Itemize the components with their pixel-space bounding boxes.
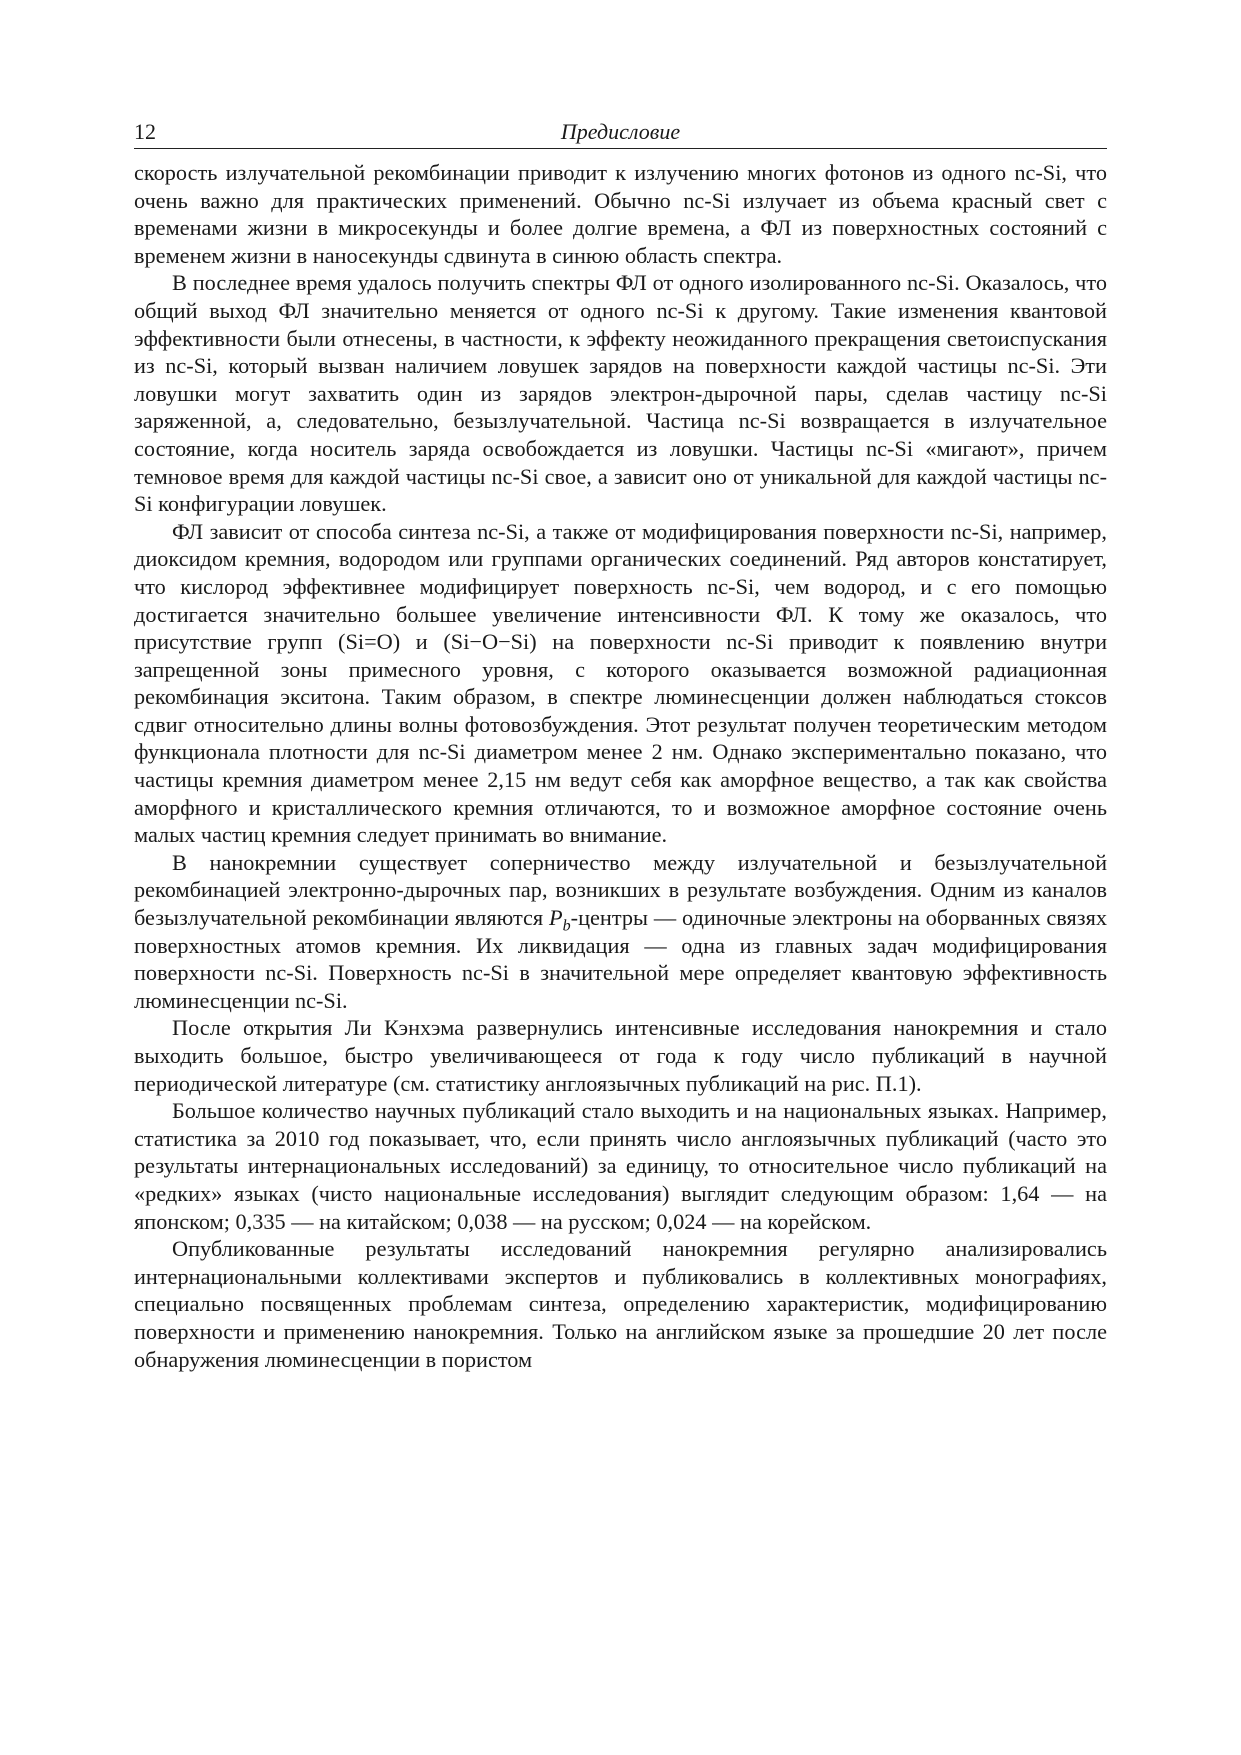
page-number: 12 — [134, 119, 156, 144]
paragraph-single-nc-si-pl: В последнее время удалось получить спектры ФЛ от одного изолированного nc-Si. Оказалось, что общий выход ФЛ значительно меняется от одного nc-Si к другому. Такие изменения квантовой эффективности были отнесены, в частности, к эффекту неожиданного прекращения светоиспускания из nc-Si, который вызван наличием ловушек зарядов на поверхности каждой частицы nc-Si. Эти ловушки могут захватить один из зарядов электрон-дырочной пары, сделав частицу nc-Si заряженной, а, следовательно, безызлучательной. Частица nc-Si возвращается в излучательное состояние, когда носитель заряда освобождается из ловушки. Частицы nc-Si «мигают», причем темновое время для каждой частицы nc-Si свое, а зависит оно от уникальной для каждой частицы nc-Si конфигурации ловушек. — [134, 270, 1107, 517]
body-text — [134, 159, 1107, 1373]
paragraph-monographs: Опубликованные результаты исследований нанокремния регулярно анализировались интернациональными коллективами экспертов и публиковались в коллективных монографиях, специально посвященных проблемам синтеза, определению характеристик, модифицированию поверхности и применению нанокремния. Только на английском языке за прошедшие 20 лет после обнаружения люминесценции в пористом — [134, 1236, 1107, 1372]
running-head — [134, 118, 1107, 149]
paragraph-text-before: В нанокремнии существует соперничество между излучательной и безызлучательной рекомбинацией электронно-дырочных пар, возникших в результате возбуждения. Одним из каналов безызлучательной рекомбинации являются — [134, 849, 1107, 931]
running-title: Предисловие — [560, 119, 681, 144]
paragraph-continuation: скорость излучательной рекомбинации приводит к излучению многих фотонов из одного nc-Si, что очень важно для практических применений. Обычно nc-Si излучает из объема красный свет с временами жизни в микросекунды и более долгие времена, а ФЛ из поверхностных состояний с временем жизни в наносекунды сдвинута в синюю область спектра. — [134, 160, 1107, 268]
paragraph-nonradiative-recombination — [134, 849, 1107, 1015]
paragraph-surface-modification: ФЛ зависит от способа синтеза nc-Si, а также от модифицирования поверхности nc-Si, например, диоксидом кремния, водородом или группами органических соединений. Ряд авторов констатирует, что кислород эффективнее модифицирует поверхность nc-Si, чем водород, и с его помощью достигается значительно большее увеличение интенсивности ФЛ. К тому же оказалось, что присутствие групп (Si=O) и (Si−O−Si) на поверхности nc-Si приводит к появлению внутри запрещенной зоны примесного уровня, с которого оказывается возможной радиационная рекомбинация экситона. Таким образом, в спектре люминесценции должен наблюдаться стоксов сдвиг относительно длины волны фотовозбуждения. Этот результат получен теоретическим методом функционала плотности для nc-Si диаметром менее 2 нм. Однако экспериментально показано, что частицы кремния диаметром менее 2,15 нм ведут себя как аморфное вещество, а так как свойства аморфного и кристаллического кремния отличаются, то и возможное аморфное состояние очень малых частиц кремния следует принимать во внимание. — [134, 518, 1107, 848]
pb-center-symbol: $P_b$ — [549, 905, 571, 935]
paragraph-national-languages: Большое количество научных публикаций стало выходить и на национальных языках. Например, статистика за 2010 год показывает, что, если принять число англоязычных публикаций (часто это результаты интернациональных исследований) за единицу, то относительное число публикаций на «редких» языках (чисто национальные исследования) выглядит следующим образом: 1,64 — на японском; 0,335 — на китайском; 0,038 — на русском; 0,024 — на корейском. — [134, 1098, 1107, 1234]
paragraph-text-after: -центры — одиночные электроны на оборванных связях поверхностных атомов кремния. Их ликвидация — одна из главных задач модифицирования поверхности nc-Si. Поверхность nc-Si в значительной мере определяет квантовую эффективность люминесценции nc-Si. — [134, 905, 1107, 1013]
paragraph-canham-discovery: После открытия Ли Кэнхэма развернулись интенсивные исследования нанокремния и стало выходить большое, быстро увеличивающееся от года к году число публикаций в научной периодической литературе (см. статистику англоязычных публикаций на рис. П.1). — [134, 1015, 1107, 1096]
book-page — [134, 118, 1107, 1373]
